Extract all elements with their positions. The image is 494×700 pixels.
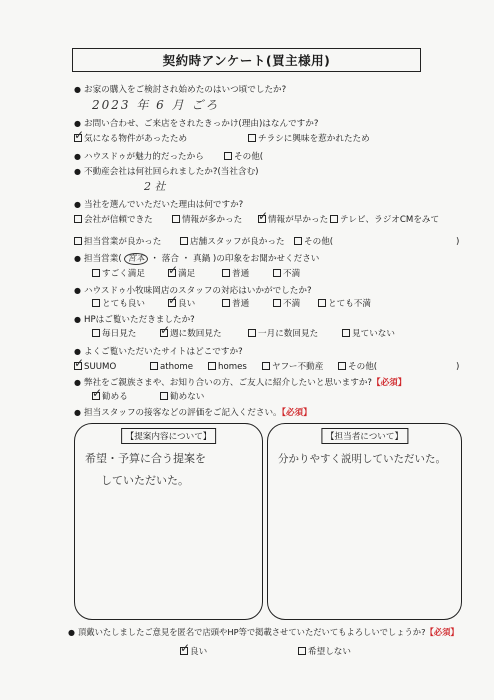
q11-option-2[interactable]: 希望しない: [298, 646, 351, 658]
q9-question: ● 弊社をご親族さまや、お知り合いの方、ご友人に紹介したいと思いますか?【必須】: [74, 378, 407, 388]
staff-comment-line-1: 分かりやすく説明していただいた。: [278, 453, 446, 465]
q8-option-5[interactable]: その他(: [338, 361, 377, 373]
q4-other-close: ): [456, 237, 460, 247]
q2-option-1[interactable]: ✓ 気になる物件があったため: [74, 128, 188, 144]
q9-option-2[interactable]: 勧めない: [160, 391, 204, 403]
q7-option-4[interactable]: 見ていない: [342, 328, 395, 340]
q2-question-cont: ● ハウスドゥが魅力的だったから: [74, 152, 204, 162]
proposal-comment-line-1: 希望・予算に合う提案を: [85, 452, 206, 465]
proposal-comment-box[interactable]: [74, 423, 263, 620]
survey-title: 契約時アンケート(買主様用): [72, 48, 421, 72]
q4-option-2[interactable]: 情報が多かった: [172, 214, 242, 226]
staff-comment-box[interactable]: [267, 423, 462, 620]
staff-comment-label: 【担当者について】: [321, 428, 408, 444]
q8-option-2[interactable]: athome: [150, 361, 193, 373]
q1-answer: 2023 年 6 月 ごろ: [92, 98, 220, 112]
q11-question: ● 頂戴いたしましたご意見を匿名で店頭やHP等で掲載させていただいてもよろしいでしょうか?【必須】: [68, 627, 459, 637]
q3-answer: 2 社: [144, 180, 166, 193]
q9-option-1[interactable]: ✓ 勧める: [92, 386, 128, 402]
q7-question: ● HPはご覧いただきましたか?: [74, 315, 195, 325]
q2-option-2[interactable]: チラシに興味を惹かれたため: [248, 133, 370, 145]
q4-option-5[interactable]: 担当営業が良かった: [74, 236, 161, 248]
q5-name-3: 真鍋: [192, 254, 211, 264]
q4-option-1[interactable]: 会社が信頼できた: [74, 214, 153, 226]
q4-question: ● 当社を選んでいただいた理由は何ですか?: [74, 200, 244, 210]
q8-option-3[interactable]: homes: [208, 361, 247, 373]
q7-option-2[interactable]: ✓ 週に数回見た: [160, 323, 222, 339]
q5-option-4[interactable]: 不満: [273, 268, 300, 280]
q5-question: ● 担当営業( 宮本 ・ 落合 ・ 真鍋 )の印象をお聞かせください: [74, 254, 320, 264]
q6-question: ● ハウスドゥ小牧味岡店のスタッフの対応はいかがでしたか?: [74, 286, 312, 296]
q2-question: ● お問い合わせ、ご来店をされたきっかけ(理由)はなんですか?: [74, 119, 319, 129]
q5-option-1[interactable]: すごく満足: [92, 268, 145, 280]
proposal-comment-label: 【提案内容について】: [121, 428, 217, 444]
q6-option-4[interactable]: 不満: [273, 298, 300, 310]
q4-option-6[interactable]: 店舗スタッフが良かった: [180, 236, 285, 248]
q6-option-3[interactable]: 普通: [222, 298, 249, 310]
q2-option-other[interactable]: その他(: [224, 151, 263, 163]
q5-option-2[interactable]: ✓ 満足: [168, 263, 196, 279]
q7-option-1[interactable]: 毎日見た: [92, 328, 136, 340]
q8-option-4[interactable]: ヤフー不動産: [262, 361, 323, 373]
q11-option-1[interactable]: ✓ 良い: [180, 641, 208, 657]
q4-option-7[interactable]: その他(: [294, 236, 333, 248]
q8-question: ● よくご覧いただいたサイトはどこですか?: [74, 347, 243, 357]
q8-option-1[interactable]: ✓ SUUMO: [74, 356, 117, 372]
q4-option-4[interactable]: テレビ、ラジオCMをみて: [330, 214, 439, 226]
q6-option-5[interactable]: とても不満: [318, 298, 371, 310]
proposal-comment-line-2: していただいた。: [101, 474, 189, 487]
q4-option-3[interactable]: ✓ 情報が早かった: [258, 209, 329, 225]
q8-other-close: ): [456, 362, 460, 372]
q10-question: ● 担当スタッフの接客などの評価をご記入ください。【必須】: [74, 408, 312, 418]
q5-name-2: 落合: [161, 254, 179, 264]
q7-option-3[interactable]: 一月に数回見た: [248, 328, 318, 340]
q3-question: ● 不動産会社は何社回られましたか?(当社含む): [74, 167, 259, 177]
q5-name-1: 宮本: [124, 253, 147, 265]
q6-option-1[interactable]: とても良い: [92, 298, 145, 310]
q6-option-2[interactable]: ✓ 良い: [168, 293, 196, 309]
q1-question: ● お家の購入をご検討され始めたのはいつ頃でしたか?: [74, 85, 287, 95]
q5-option-3[interactable]: 普通: [222, 268, 249, 280]
